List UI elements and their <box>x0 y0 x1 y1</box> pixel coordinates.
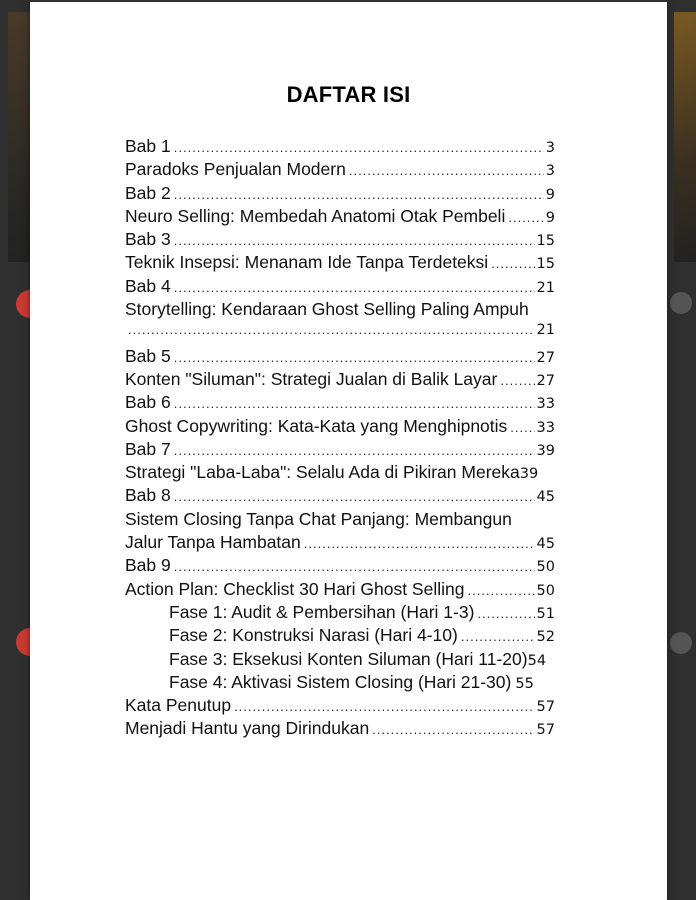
toc-entry-bab-3 <box>125 229 555 252</box>
toc-entry-bab-4 <box>125 276 555 299</box>
toc-label: Bab 8 <box>125 485 171 506</box>
toc-leader <box>510 420 534 435</box>
toc-leader <box>349 163 544 178</box>
toc-entry-fase-3 <box>125 649 555 672</box>
toc-entry-continuation <box>125 322 555 345</box>
toc-leader <box>461 629 535 644</box>
toc-leader <box>174 559 535 574</box>
toc-entry-bab-2 <box>125 183 555 206</box>
toc-leader <box>372 722 534 737</box>
toc-label: Sistem Closing Tanpa Chat Panjang: Membangun <box>125 508 512 529</box>
background-right <box>667 0 696 900</box>
table-of-contents <box>125 136 555 742</box>
toc-entry-bab-1 <box>125 136 555 159</box>
toc-label: Ghost Copywriting: Kata-Kata yang Menghipnotis <box>125 415 508 436</box>
toc-page: 50 <box>536 559 555 576</box>
toc-page: 9 <box>545 209 555 226</box>
toc-page: 15 <box>536 256 555 273</box>
toc-leader <box>234 699 534 714</box>
toc-entry <box>125 369 555 392</box>
toc-leader <box>500 373 534 388</box>
toc-entry <box>125 206 555 229</box>
toc-label: Paradoks Penjualan Modern <box>125 159 346 180</box>
toc-leader <box>128 322 535 337</box>
toc-label: Bab 3 <box>125 229 171 250</box>
toc-entry-bab-7 <box>125 439 555 462</box>
toc-page: 21 <box>536 279 555 296</box>
toc-entry <box>125 416 555 439</box>
toc-label: Fase 4: Aktivasi Sistem Closing (Hari 21-30) <box>169 671 512 692</box>
toc-entry-fase-2 <box>125 625 555 648</box>
toc-page: 50 <box>536 582 555 599</box>
toc-leader <box>508 210 543 225</box>
toc-leader <box>174 443 535 458</box>
toc-page: 27 <box>536 372 555 389</box>
background-left <box>0 0 30 900</box>
toc-label: Action Plan: Checklist 30 Hari Ghost Selling <box>125 578 465 599</box>
toc-label: Bab 4 <box>125 275 171 296</box>
toc-label: Bab 5 <box>125 345 171 366</box>
toc-entry-bab-5 <box>125 346 555 369</box>
toc-leader <box>174 396 535 411</box>
toc-label: Bab 9 <box>125 555 171 576</box>
toc-leader <box>467 583 534 598</box>
toc-label: Bab 1 <box>125 136 171 156</box>
toc-leader <box>174 140 544 155</box>
document-page <box>30 2 667 900</box>
toc-page: 57 <box>536 722 555 739</box>
toc-entry-fase-4 <box>125 672 555 695</box>
toc-entry <box>125 579 555 602</box>
toc-leader <box>174 233 535 248</box>
toc-label: Bab 6 <box>125 392 171 413</box>
background-button <box>670 292 692 314</box>
toc-label: Kata Penutup <box>125 695 232 716</box>
toc-page: 45 <box>536 489 555 506</box>
toc-page: 54 <box>527 652 547 669</box>
toc-page: 3 <box>545 140 555 156</box>
toc-page: 45 <box>536 536 555 553</box>
toc-label: Neuro Selling: Membedah Anatomi Otak Pembeli <box>125 205 506 226</box>
toc-page: 9 <box>545 186 555 203</box>
background-thumbnail <box>674 12 696 262</box>
toc-entry <box>125 159 555 182</box>
background-thumbnail <box>8 12 30 262</box>
toc-label: Storytelling: Kendaraan Ghost Selling Paling Ampuh <box>125 299 529 320</box>
toc-page: 15 <box>536 233 555 250</box>
toc-leader <box>174 350 535 365</box>
toc-page: 57 <box>536 699 555 716</box>
toc-label: Menjadi Hantu yang Dirindukan <box>125 718 370 739</box>
toc-page: 39 <box>536 442 555 459</box>
toc-label: Konten "Siluman": Strategi Jualan di Balik Layar <box>125 368 498 389</box>
toc-entry-fase-1 <box>125 602 555 625</box>
toc-page: 55 <box>515 675 534 692</box>
toc-entry <box>125 299 555 322</box>
toc-leader <box>174 187 544 202</box>
toc-entry <box>125 252 555 275</box>
toc-page: 21 <box>536 322 555 339</box>
toc-page: 33 <box>536 396 555 413</box>
toc-label: Jalur Tanpa Hambatan <box>125 532 301 553</box>
toc-entry-bab-9 <box>125 555 555 578</box>
background-badge <box>16 628 30 656</box>
toc-label: Teknik Insepsi: Menanam Ide Tanpa Terdeteksi <box>125 252 489 273</box>
toc-page: 33 <box>536 419 555 436</box>
toc-label: Strategi "Laba-Laba": Selalu Ada di Pikiran Mereka <box>125 462 520 483</box>
toc-label: Fase 3: Eksekusi Konten Siluman (Hari 11-20) <box>169 648 528 669</box>
toc-page: 39 <box>519 466 539 483</box>
toc-leader <box>304 536 535 551</box>
toc-entry-kata-penutup <box>125 695 555 718</box>
toc-page: 27 <box>536 349 555 366</box>
toc-label: Fase 1: Audit & Pembersihan (Hari 1-3) <box>169 601 475 622</box>
toc-entry-bab-8 <box>125 485 555 508</box>
background-badge <box>16 290 30 318</box>
toc-label: Fase 2: Konstruksi Narasi (Hari 4-10) <box>169 625 458 646</box>
toc-page: 52 <box>536 629 555 646</box>
page-title: DAFTAR ISI <box>286 82 411 107</box>
toc-page: 51 <box>536 605 555 622</box>
background-button <box>670 632 692 654</box>
toc-page: 3 <box>545 163 555 180</box>
toc-leader <box>174 280 535 295</box>
toc-label: Bab 2 <box>125 182 171 203</box>
toc-label: Bab 7 <box>125 438 171 459</box>
toc-leader <box>477 606 534 621</box>
toc-entry <box>125 718 555 741</box>
toc-entry <box>125 462 555 485</box>
toc-entry-continuation <box>125 532 555 555</box>
toc-leader <box>174 489 535 504</box>
toc-leader <box>491 256 534 271</box>
toc-entry <box>125 509 555 532</box>
toc-entry-bab-6 <box>125 392 555 415</box>
